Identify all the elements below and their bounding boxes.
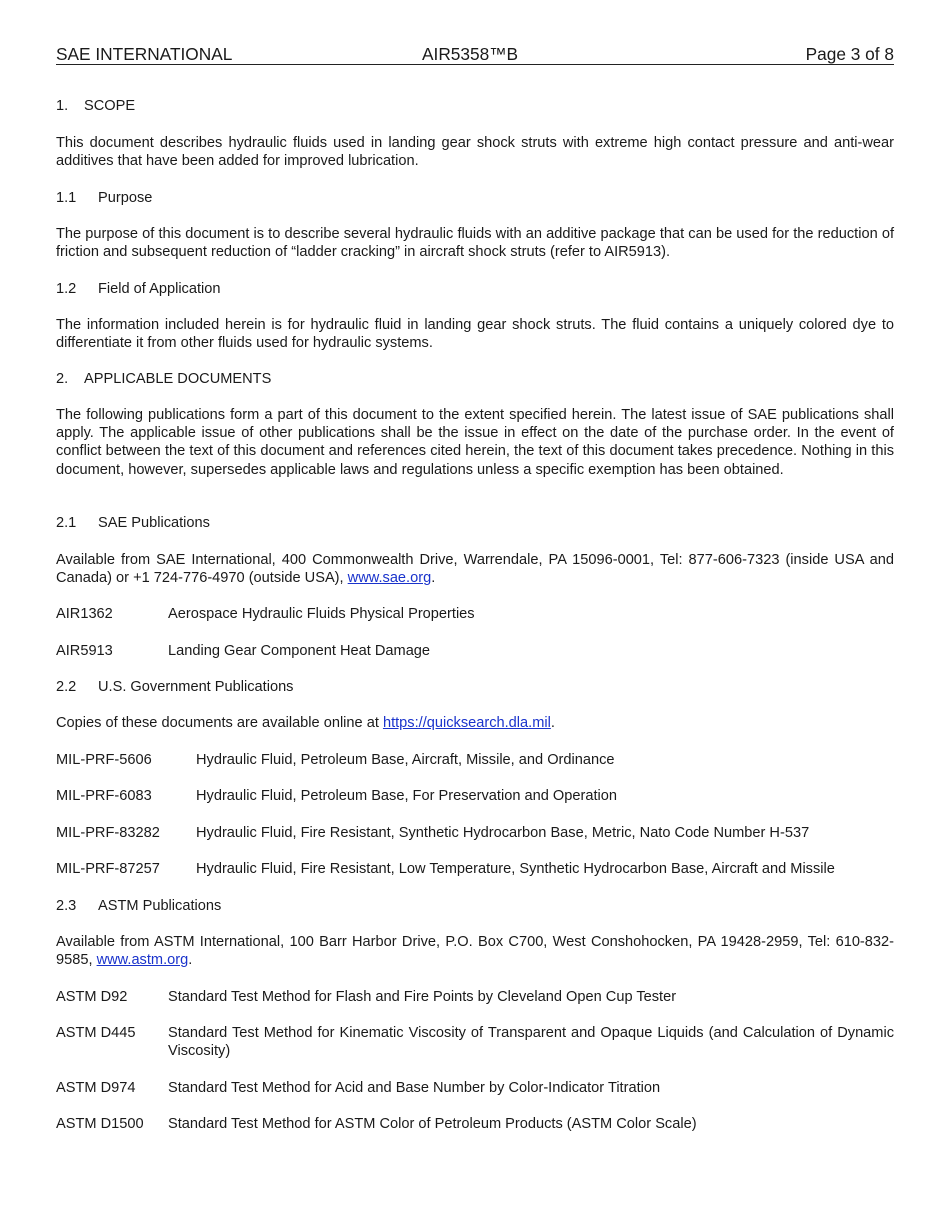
reference-code: ASTM D445 (56, 1025, 136, 1041)
reference-code: MIL-PRF-87257 (56, 861, 160, 877)
astm-website-link[interactable]: www.astm.org (96, 952, 189, 969)
section-heading-field-of-application: 1.2 Field of Application (56, 281, 221, 297)
header-doc-id: AIR5358™B (422, 44, 519, 64)
header-page-number: Page 3 of 8 (805, 44, 894, 64)
quicksearch-link[interactable]: https://quicksearch.dla.mil (382, 715, 551, 731)
reference-title: Hydraulic Fluid, Petroleum Base, For Preservation and Operation (196, 788, 617, 804)
section-heading-purpose: 1.1 Purpose (56, 190, 153, 206)
reference-title: Aerospace Hydraulic Fluids Physical Properties (168, 606, 475, 622)
field-of-application-paragraph: The information included herein is for hydraulic fluid in landing gear shock struts. The fluid contains a uniquely colored dye to differentiate it from other fluids used for hydraulic systems. (56, 317, 894, 352)
reference-code: MIL-PRF-6083 (56, 788, 152, 804)
reference-title: Landing Gear Component Heat Damage (168, 643, 431, 659)
page-header (56, 44, 894, 65)
reference-code: MIL-PRF-83282 (56, 825, 160, 841)
reference-title: Standard Test Method for ASTM Color of Petroleum Products (ASTM Color Scale) (168, 1116, 697, 1132)
reference-title: Hydraulic Fluid, Fire Resistant, Synthetic Hydrocarbon Base, Metric, Nato Code Number H-537 (196, 825, 810, 841)
purpose-paragraph: The purpose of this document is to describe several hydraulic fluids with an additive package that can be used for the reduction of friction and subsequent reduction of “ladder cracking” in aircraft shock struts (refer to AIR5913). (56, 226, 894, 261)
sae-website-link[interactable]: www.sae.org (347, 570, 432, 587)
astm-availability-paragraph: Available from ASTM International, 100 Barr Harbor Drive, P.O. Box C700, West Conshohocken, PA 19428-2959, Tel: 610-832-9585, www.astm.org. (56, 934, 894, 969)
reference-code: ASTM D1500 (56, 1116, 144, 1132)
header-org: SAE INTERNATIONAL (56, 44, 233, 64)
reference-title: Hydraulic Fluid, Fire Resistant, Low Temperature, Synthetic Hydrocarbon Base, Aircraft and Missile (196, 861, 835, 877)
section-heading-us-government-publications: 2.2 U.S. Government Publications (56, 679, 294, 695)
reference-code: AIR1362 (56, 606, 113, 622)
reference-title: Standard Test Method for Acid and Base Number by Color-Indicator Titration (168, 1080, 661, 1096)
sae-availability-paragraph: Available from SAE International, 400 Commonwealth Drive, Warrendale, PA 15096-0001, Tel: 877-606-7323 (inside USA and Canada) or +1 724-776-4970 (outside USA), www.sae.org. (56, 552, 894, 587)
section-heading-astm-publications: 2.3 ASTM Publications (56, 898, 222, 914)
reference-code: MIL-PRF-5606 (56, 752, 152, 768)
reference-code: ASTM D92 (56, 989, 128, 1005)
government-availability-paragraph: Copies of these documents are available online at https://quicksearch.dla.mil. (56, 715, 555, 731)
reference-title: Standard Test Method for Flash and Fire Points by Cleveland Open Cup Tester (168, 989, 677, 1005)
section-heading-scope: 1. SCOPE (56, 98, 136, 114)
reference-code: AIR5913 (56, 643, 113, 659)
applicable-documents-paragraph: The following publications form a part of this document to the extent specified herein. The latest issue of SAE publications shall apply. The applicable issue of other publications shall be the issue in effect on the date of the purchase order. In the event of conflict between the text of this document and references cited herein, the text of this document takes precedence. Nothing in this document, however, supersedes applicable laws and regulations unless a specific exemption has been obtained. (56, 407, 894, 478)
reference-title: Hydraulic Fluid, Petroleum Base, Aircraft, Missile, and Ordinance (196, 752, 615, 768)
section-heading-sae-publications: 2.1 SAE Publications (56, 515, 210, 531)
reference-title: Standard Test Method for Kinematic Viscosity of Transparent and Opaque Liquids (and Calculation of Dynamic Viscosity) (168, 1025, 894, 1060)
reference-code: ASTM D974 (56, 1080, 136, 1096)
section-heading-applicable-documents: 2. APPLICABLE DOCUMENTS (56, 371, 272, 387)
scope-paragraph: This document describes hydraulic fluids used in landing gear shock struts with extreme high contact pressure and anti-wear additives that have been added for improved lubrication. (56, 135, 894, 170)
